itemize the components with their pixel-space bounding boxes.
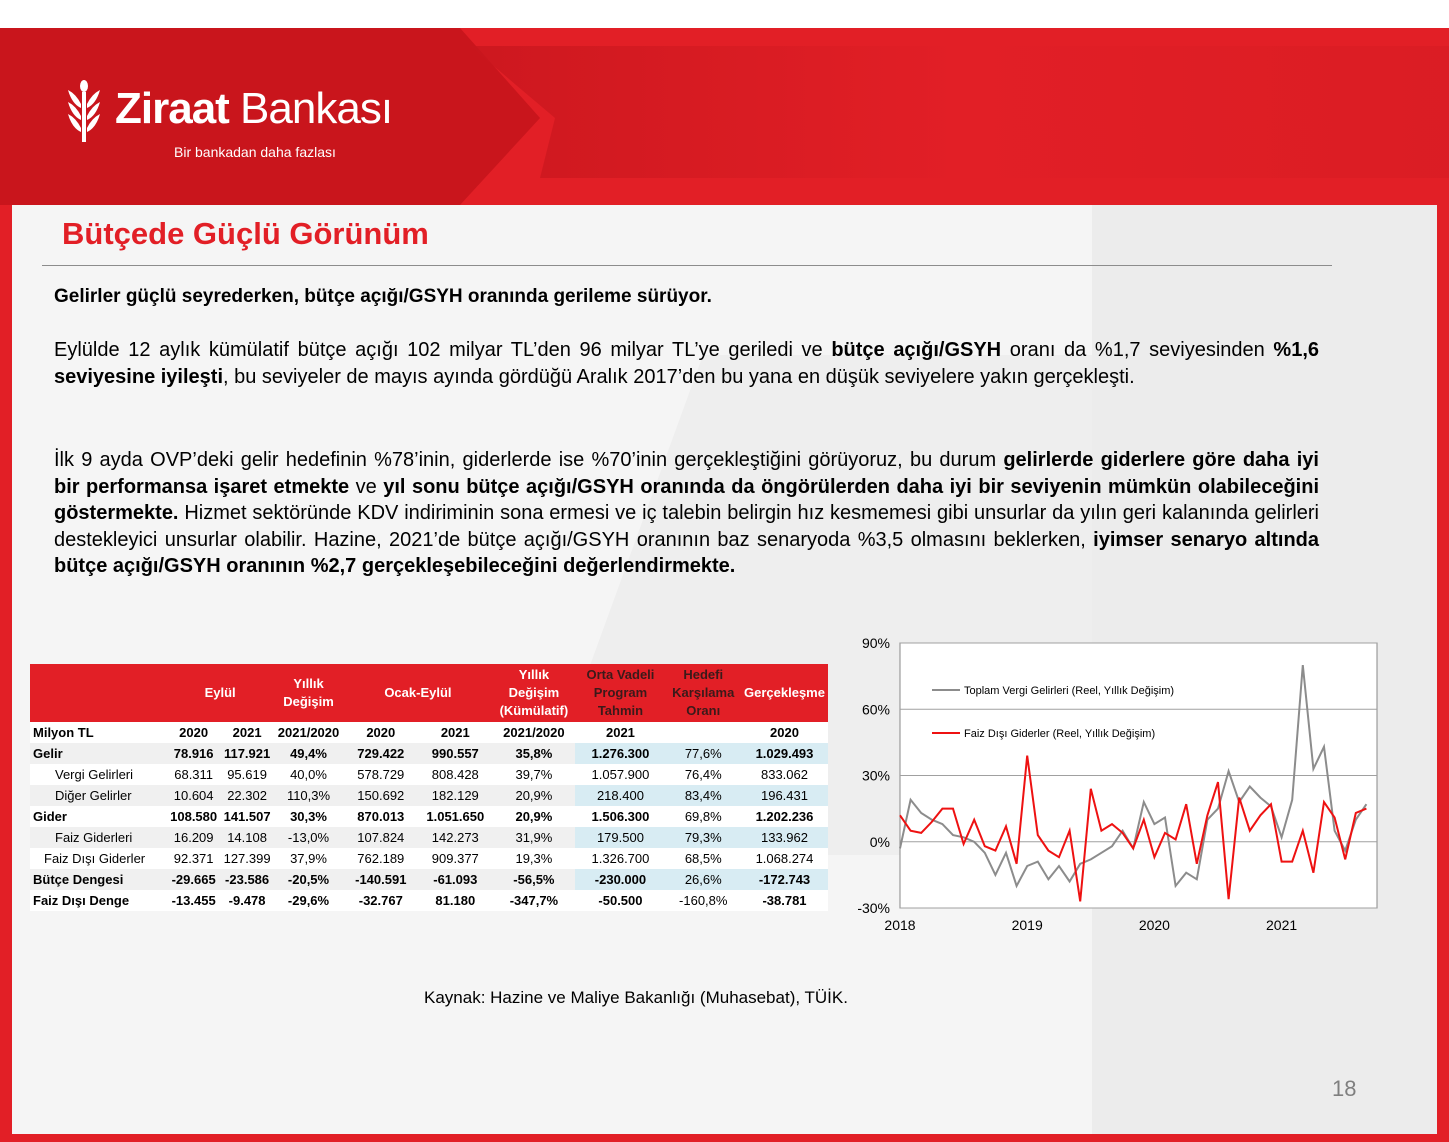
budget-table [30, 664, 828, 911]
table-cell: 141.507 [221, 806, 274, 827]
header-gerceklesme: Gerçekleşme [741, 664, 828, 722]
row-label: Diğer Gelirler [30, 785, 167, 806]
table-cell: 150.692 [343, 785, 418, 806]
table-cell: -50.500 [575, 890, 665, 911]
subheader-cell [666, 722, 741, 743]
table-cell: 1.051.650 [418, 806, 492, 827]
header-ocak-eylul: Ocak-Eylül [343, 664, 492, 722]
p1-run: %1,6 seviyesine iyileşti [54, 339, 1320, 388]
table-cell: -13.455 [167, 890, 221, 911]
header-ovp: Orta Vadeli Program Tahmin [575, 664, 665, 722]
table-cell: -29,6% [274, 890, 344, 911]
table-cell: 117.921 [221, 743, 274, 764]
wheat-logo-icon [64, 80, 104, 142]
table-cell: -29.665 [167, 869, 221, 890]
table-cell: 990.557 [418, 743, 492, 764]
table-cell: 729.422 [343, 743, 418, 764]
table-cell: 182.129 [418, 785, 492, 806]
table-cell: 1.506.300 [575, 806, 665, 827]
header-eylul: Eylül [167, 664, 274, 722]
table-row [30, 806, 828, 827]
table-cell: 218.400 [575, 785, 665, 806]
table-cell: 108.580 [167, 806, 221, 827]
subheader-cell: 2021 [221, 722, 274, 743]
table-cell: 142.273 [418, 827, 492, 848]
table-cell: 107.824 [343, 827, 418, 848]
p2-run: iyimser senaryo altında bütçe açığı/GSYH oranının %2,7 gerçekleşebileceğini değerlendirmekte. [54, 528, 1320, 577]
subheader-cell: 2021/2020 [274, 722, 344, 743]
table-cell: 68,5% [666, 848, 741, 869]
p1-run: , bu seviyeler de mayıs ayında gördüğü Aralık 2017’den bu yana en düşük seviyelere yakın gerçekleşti. [223, 365, 1135, 388]
table-cell: 20,9% [492, 785, 575, 806]
table-cell: 1.057.900 [575, 764, 665, 785]
p2-run: ve [349, 475, 384, 498]
row-label: Gelir [30, 743, 167, 764]
row-label: Faiz Dışı Denge [30, 890, 167, 911]
subheader-cell: 2020 [167, 722, 221, 743]
table-cell: 92.371 [167, 848, 221, 869]
table-cell: -347,7% [492, 890, 575, 911]
table-cell: -9.478 [221, 890, 274, 911]
legend-label-2: Faiz Dışı Giderler (Reel, Yıllık Değişim) [964, 728, 1156, 740]
table-cell: 69,8% [666, 806, 741, 827]
p2-run: gelirlerde giderlere göre daha iyi bir performansa işaret etmekte [54, 449, 1319, 498]
p2-run: Hizmet sektöründe KDV indiriminin sona ermesi ve iç talebin belirgin hız kesmemesi gibi unsurlar da yılın geri kalanında gelirleri destekleyici unsurlar olabilir. Hazine, 2021’de bütçe açığı/GSYH oranının baz senaryoda %3,5 olmasını beklerken, [54, 502, 1319, 551]
table-cell: -20,5% [274, 869, 344, 890]
table-row [30, 848, 828, 869]
x-tick-label: 2018 [884, 917, 916, 933]
table-cell: 19,3% [492, 848, 575, 869]
table-cell: 1.068.274 [741, 848, 828, 869]
table-cell: -230.000 [575, 869, 665, 890]
table-cell: 833.062 [741, 764, 828, 785]
subheader-cell: 2021/2020 [492, 722, 575, 743]
table-cell: 16.209 [167, 827, 221, 848]
p1-run: oranı da %1,7 seviyesinden [1001, 339, 1274, 361]
brand-tagline: Bir bankadan daha fazlası [174, 144, 336, 160]
table-cell: 1.202.236 [741, 806, 828, 827]
table-row [30, 743, 828, 764]
table-cell: 83,4% [666, 785, 741, 806]
paragraph-2 [54, 447, 1319, 580]
table-cell: 196.431 [741, 785, 828, 806]
row-label: Faiz Dışı Giderler [30, 848, 167, 869]
table-cell: -172.743 [741, 869, 828, 890]
y-tick-label: 60% [861, 701, 890, 718]
table-cell: 40,0% [274, 764, 344, 785]
header-yillik: Yıllık Değişim [274, 664, 344, 722]
brand-name: Ziraat Bankası [115, 84, 393, 133]
p2-run: yıl sonu bütçe açığı/GSYH oranında da öngörülerden daha iyi bir seviyenin mümkün olabileceğini göstermekte. [54, 475, 1320, 524]
table-cell: 14.108 [221, 827, 274, 848]
lead-sentence: Gelirler güçlü seyrederken, bütçe açığı/GSYH oranında gerileme sürüyor. [54, 286, 712, 307]
table-cell: 870.013 [343, 806, 418, 827]
table-cell: 39,7% [492, 764, 575, 785]
table-row [30, 869, 828, 890]
subheader-cell: 2020 [343, 722, 418, 743]
subheader-cell: 2020 [741, 722, 828, 743]
table-cell: 95.619 [221, 764, 274, 785]
table-cell: 22.302 [221, 785, 274, 806]
table-cell: 10.604 [167, 785, 221, 806]
table-row [30, 890, 828, 911]
table-cell: 77,6% [666, 743, 741, 764]
row-label: Faiz Giderleri [30, 827, 167, 848]
x-tick-label: 2020 [1138, 917, 1170, 933]
subheader-cell: 2021 [575, 722, 665, 743]
table-cell: 179.500 [575, 827, 665, 848]
table-cell: 37,9% [274, 848, 344, 869]
table-cell: -140.591 [343, 869, 418, 890]
row-label: Gider [30, 806, 167, 827]
table-cell: 127.399 [221, 848, 274, 869]
table-row [30, 764, 828, 785]
table-cell: 31,9% [492, 827, 575, 848]
x-tick-label: 2021 [1266, 917, 1298, 933]
paragraph-1 [54, 337, 1319, 390]
y-tick-label: -30% [857, 900, 890, 916]
subheader-cell: 2021 [418, 722, 492, 743]
table-cell: -32.767 [343, 890, 418, 911]
table-cell: -13,0% [274, 827, 344, 848]
table-cell: 78.916 [167, 743, 221, 764]
table-cell: 76,4% [666, 764, 741, 785]
p1-run: bütçe açığı/GSYH [831, 339, 1002, 361]
table-cell: 49,4% [274, 743, 344, 764]
table-cell: 30,3% [274, 806, 344, 827]
table-cell: 26,6% [666, 869, 741, 890]
table-cell: 133.962 [741, 827, 828, 848]
subheader-cell: Milyon TL [30, 722, 167, 743]
p1-run: Eylülde 12 aylık kümülatif bütçe açığı 102 milyar TL’den 96 milyar TL’ye geriledi ve [54, 339, 832, 361]
slide-title: Bütçede Güçlü Görünüm [62, 216, 429, 251]
legend-label-1: Toplam Vergi Gelirleri (Reel, Yıllık Değişim) [964, 685, 1175, 697]
table-body [30, 743, 828, 911]
table-cell: 68.311 [167, 764, 221, 785]
y-tick-label: 30% [861, 767, 890, 784]
table-cell: -38.781 [741, 890, 828, 911]
row-label: Vergi Gelirleri [30, 764, 167, 785]
x-tick-label: 2019 [1011, 917, 1043, 933]
table-cell: -56,5% [492, 869, 575, 890]
table-cell: 79,3% [666, 827, 741, 848]
table-cell: -160,8% [666, 890, 741, 911]
table-cell: 81.180 [418, 890, 492, 911]
table-cell: 20,9% [492, 806, 575, 827]
table-cell: -61.093 [418, 869, 492, 890]
table-header [30, 664, 828, 722]
table-cell: 808.428 [418, 764, 492, 785]
p2-run: İlk 9 ayda OVP’deki gelir hedefinin %78’inin, giderlerde ise %70’inin gerçekleştiğini görüyoruz, bu durum [54, 449, 1004, 471]
title-divider [42, 265, 1332, 266]
table-cell: 1.276.300 [575, 743, 665, 764]
table-cell: 762.189 [343, 848, 418, 869]
source-note: Kaynak: Hazine ve Maliye Bakanlığı (Muhasebat), TÜİK. [424, 988, 848, 1007]
table-cell: 1.326.700 [575, 848, 665, 869]
header-hedef: Hedefi Karşılama Oranı [666, 664, 741, 722]
table-cell: 1.029.493 [741, 743, 828, 764]
header-yillik-kumulatif: Yıllık Değişim (Kümülatif) [492, 664, 575, 722]
table-cell: 35,8% [492, 743, 575, 764]
page-number: 18 [1332, 1076, 1357, 1101]
y-tick-label: 90% [861, 635, 890, 651]
table-cell: 578.729 [343, 764, 418, 785]
y-tick-label: 0% [869, 833, 890, 850]
table-cell: -23.586 [221, 869, 274, 890]
table-row [30, 827, 828, 848]
table-subheader [30, 722, 828, 743]
table-cell: 909.377 [418, 848, 492, 869]
table-cell: 110,3% [274, 785, 344, 806]
table-row [30, 785, 828, 806]
row-label: Bütçe Dengesi [30, 869, 167, 890]
line-chart [845, 628, 1385, 938]
